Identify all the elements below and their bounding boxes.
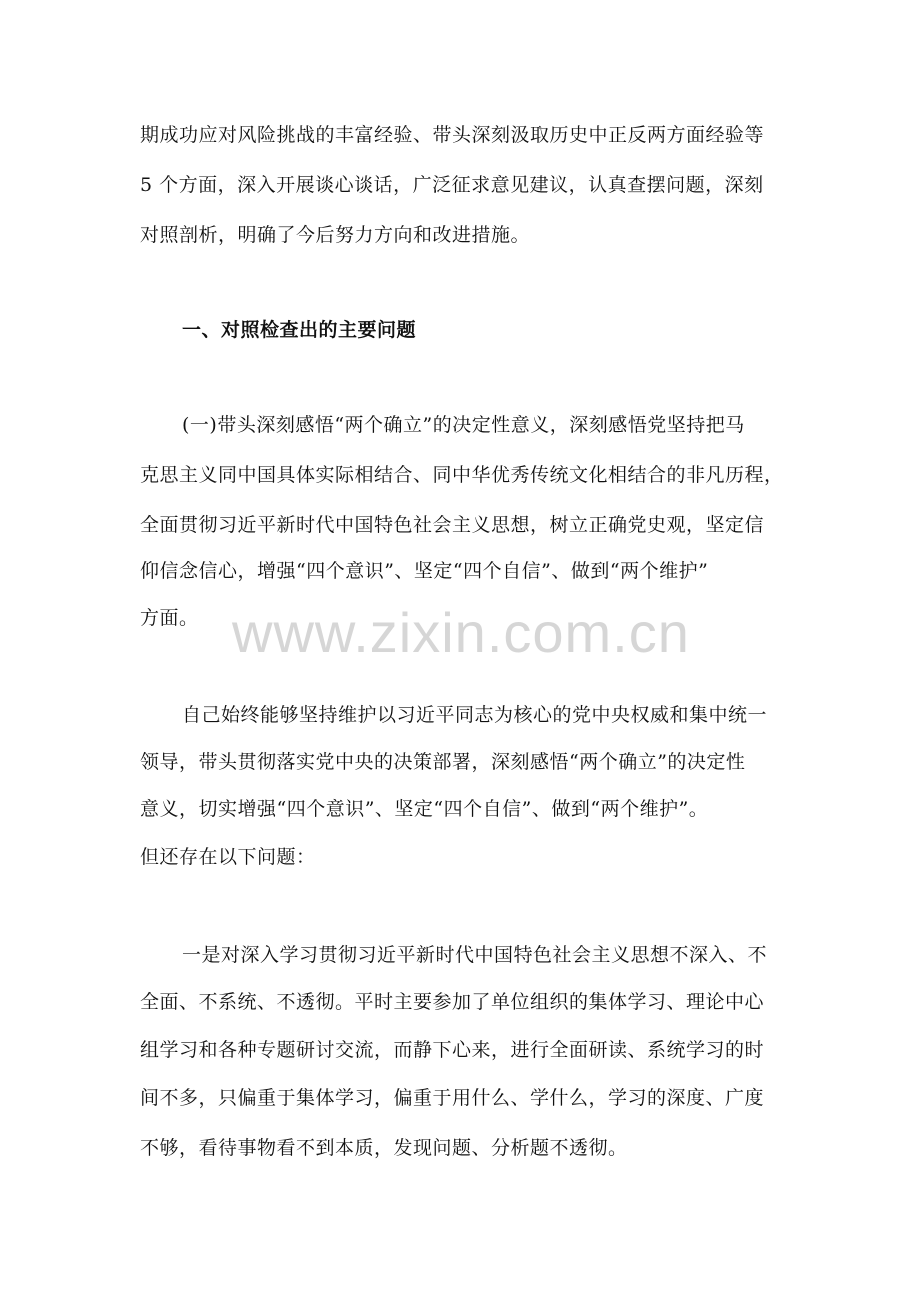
paragraph3-line-2: 全面、不系统、不透彻。平时主要参加了单位组织的集体学习、理论中心 [140,991,765,1013]
paragraph2-line-2: 领导，带头贯彻落实党中央的决策部署，深刻感悟“两个确立”的决定性 [140,751,746,773]
paragraph3-line-5: 不够，看待事物看不到本质，发现问题、分析题不透彻。 [140,1137,628,1159]
intro-line-3: 对照剖析，明确了今后努力方向和改进措施。 [140,224,531,246]
paragraph2-line-1: 自己始终能够坚持维护以习近平同志为核心的党中央权威和集中统一 [182,704,768,726]
watermark: www.zixin.com.cn [232,601,690,664]
paragraph3-line-4: 间不多，只偏重于集体学习，偏重于用什么、学什么，学习的深度、广度 [140,1087,765,1109]
subsection-line-5: 方面。 [140,607,199,629]
subsection-line-4: 仰信念信心，增强“四个意识”、坚定“四个自信”、做到“两个维护” [140,560,709,582]
paragraph3-line-3: 组学习和各种专题研讨交流，而静下心来，进行全面研读、系统学习的时 [140,1039,765,1061]
paragraph2-line-4: 但还存在以下问题： [140,846,316,868]
intro-line-1: 期成功应对风险挑战的丰富经验、带头深刻汲取历史中正反两方面经验等 [140,124,765,146]
subsection-line-3: 全面贯彻习近平新时代中国特色社会主义思想，树立正确党史观，坚定信 [140,514,765,536]
subsection-line-2: 克思主义同中国具体实际相结合、同中华优秀传统文化相结合的非凡历程， [140,464,784,486]
intro-line-2: 5 个方面，深入开展谈心谈话，广泛征求意见建议，认真查摆问题，深刻 [140,174,764,196]
section-heading: 一、对照检查出的主要问题 [182,319,417,341]
paragraph2-line-3: 意义，切实增强“四个意识”、坚定“四个自信”、做到“两个维护”。 [140,798,709,820]
subsection-line-1: (一)带头深刻感悟“两个确立”的决定性意义，深刻感悟党坚持把马 [182,414,745,436]
paragraph3-line-1: 一是对深入学习贯彻习近平新时代中国特色社会主义思想不深入、不 [182,944,768,966]
